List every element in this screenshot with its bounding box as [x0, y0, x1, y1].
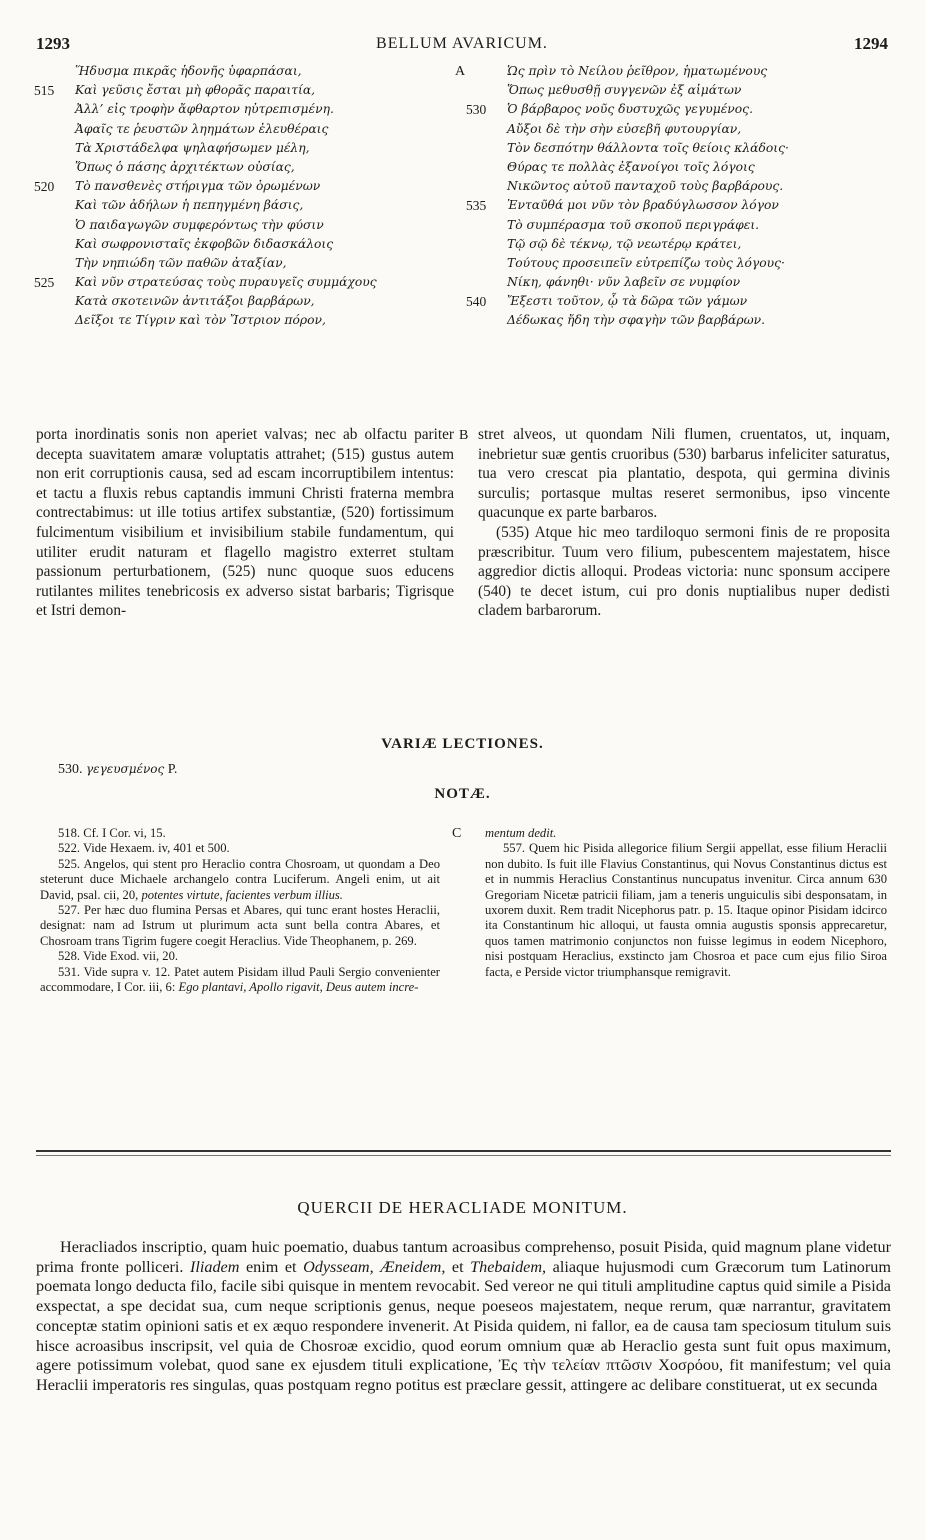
- line-number: 540: [466, 294, 487, 310]
- latin-paragraph: porta inordinatis sonis non aperiet valvas; nec ab olfactu pariter decepta suavitatem amaræ voluptatis attrahet; (515) gustus autem non erit corruptionis causa, sed ad escam incorruptibilem intentus: et tactu a fluxis rebus captandis immuni Christi fraterna membra contrectabimus: ut ille totius artifex substantiæ, (520) fortissimum fulcimentum visibilium et invisibilium stabile fundamentum, qui utiliter erudit naturam et flagello magistro exterret stultam passionum perturbationem, (525) nunc quoque suos educens rutilantes milites tenebricosis ex adverso sistat barbaris; Tigrisque et Istri demon-: [36, 426, 454, 620]
- note-text: 531. Vide supra v. 12. Patet autem Pisidam illud Pauli Sergio convenienter accommodare, I Cor. iii, 6:: [40, 964, 440, 995]
- note: [40, 841, 440, 856]
- greek-verse: Τούτους προσειπεῖν εὐτρεπίζω τοὺς λόγους·: [507, 255, 785, 270]
- greek-text-right: [466, 62, 896, 331]
- greek-text-left: [34, 62, 464, 331]
- notes-right-column: [485, 826, 887, 980]
- greek-verse: Ἀφαῖς τε ῥευστῶν ληημάτων ἐλευθέραις: [75, 121, 329, 136]
- monitum-body: [36, 1238, 891, 1396]
- page-number-right: 1294: [854, 34, 888, 53]
- greek-verse: Ἀλλ’ εἰς τροφὴν ἄφθαρτον ηὐτρεπισμένη.: [75, 102, 334, 117]
- note-text: 522. Vide Hexaem. iv, 401 et 500.: [58, 841, 230, 856]
- variant-word: γεγευσμένος: [86, 762, 165, 776]
- greek-verse: Δέδωκας ἤδη τὴν σφαγὴν τῶν βαρβάρων.: [507, 313, 765, 328]
- greek-verse: Τὸ πανσθενὲς στήριγμα τῶν ὁρωμένων: [75, 179, 321, 194]
- greek-verse: Καὶ σωφρονισταῖς ἐκφοβῶν διδασκάλοις: [75, 236, 334, 251]
- running-title: BELLUM AVARICUM.: [376, 35, 548, 52]
- greek-line: [466, 235, 896, 254]
- note: [40, 965, 440, 996]
- greek-line: [34, 311, 464, 330]
- page-number-left: 1293: [36, 34, 70, 53]
- greek-line: [34, 62, 464, 81]
- greek-line: [466, 139, 896, 158]
- greek-verse: Θύρας τε πολλὰς ἐξανοίγοι τοῖς λόγοις: [507, 159, 755, 174]
- line-number: 530: [466, 102, 487, 118]
- notae-heading: NOTÆ.: [434, 786, 491, 802]
- greek-verse: Κατὰ σκοτεινῶν ἀντιτάξοι βαρβάρων,: [75, 294, 315, 309]
- greek-line: [34, 158, 464, 177]
- variant-reading: [58, 762, 177, 778]
- margin-letter-b: B: [459, 428, 469, 443]
- greek-line: [34, 292, 464, 311]
- greek-line: [466, 158, 896, 177]
- note-text: 518. Cf. I Cor. vi, 15.: [58, 826, 166, 840]
- greek-line: [466, 100, 896, 119]
- greek-line: [34, 235, 464, 254]
- greek-verse: Ὅπως μεθυσθῇ συγγενῶν ἐξ αἱμάτων: [507, 83, 742, 98]
- line-number: 535: [466, 198, 487, 214]
- variant-siglum: P.: [167, 762, 178, 777]
- variant-line-number: 530.: [58, 762, 83, 777]
- greek-line: [466, 196, 896, 215]
- greek-line: [34, 273, 464, 292]
- title-italic: Iliadem: [189, 1257, 240, 1276]
- greek-verse: Τὸν δεσπότην θάλλοντα τοῖς θείοις κλάδοις·: [507, 140, 789, 155]
- greek-verse: Καὶ νῦν στρατεύσας τοὺς πυραυγεῖς συμμάχους: [75, 275, 377, 290]
- latin-translation-right: [478, 425, 890, 621]
- section-divider: [36, 1150, 891, 1152]
- note-text: 527. Per hæc duo flumina Persas et Abares, qui tunc erant hostes Heraclii, designat: nam ad Istrum ut plurimum acta sunt bella contra Abares, et Chosroam trans Tigrim fugere coegit Heraclius. Vide Theophanem, p. 269.: [40, 903, 440, 948]
- latin-paragraph: stret alveos, ut quondam Nili flumen, cruentatos, ut, inquam, inebrietur suæ gentis cruoribus (530) barbarus infeliciter saturatus, tua vero crescat pia plantatio, despota, qui germina divinis surculis; portasque multas reseret sermonibus, ipso vincente quacunque ex parte barbaros.: [478, 426, 890, 522]
- note-italic: mentum dedit.: [485, 826, 557, 840]
- greek-line: [34, 120, 464, 139]
- variae-lectiones-heading: VARIÆ LECTIONES.: [381, 736, 544, 752]
- latin-paragraph: (535) Atque hic meo tardiloquo sermoni finis de re proposita præscribitur. Tuum vero filium, pubescentem majestatem, hisce aggredior dictis alloqui. Prodeas victoria: nunc sponsum accipere (540) te decet istum, cui pro donis nuptialibus nuper dedisti cladem barbarorum.: [478, 523, 890, 620]
- page-header: [36, 34, 888, 56]
- latin-translation-left: [36, 425, 454, 621]
- margin-letter-a: A: [455, 64, 466, 79]
- monitum-heading: QUERCII DE HERACLIADE MONITUM.: [297, 1198, 628, 1217]
- monitum-text: Heracliados inscriptio, quam huic poematio, duabus tantum acroasibus comprehenso, posuit Pisida, quid magnum plane videtur prima fronte polliceri.: [36, 1238, 891, 1276]
- section-divider-thin: [36, 1155, 891, 1156]
- greek-verse: Νικῶντος αὐτοῦ πανταχοῦ τοὺς βαρβάρους.: [507, 179, 784, 194]
- monitum-paragraph: [36, 1238, 891, 1396]
- greek-line: [34, 216, 464, 235]
- note: [40, 949, 440, 964]
- greek-verse: Ἥδυσμα πικρᾶς ἡδονῆς ὑφαρπάσαι,: [75, 64, 302, 78]
- greek-line: [466, 254, 896, 273]
- note-italic: Ego plantavi, Apollo rigavit, Deus autem incre-: [178, 980, 419, 995]
- greek-line: [34, 177, 464, 196]
- greek-line: [466, 62, 896, 81]
- note: 557. Quem hic Pisida allegorice filium Sergii appellat, esse filium Heraclii non dubito. Is fuit ille Flavius Constantinus, qui Novus Constantinus dictus est et in nummis Heraclius Constantinus nuncupatus invenitur. Circa annum 630 Gregoriam Nicetæ patricii filiam, jam a teneris unguiculis sibi desponsatam, in uxorem duxit. Rem tradit Nicephorus patr. p. 15. Itaque opinor Pisidam idcirco ita Constantinum hic alloqui, ut fausta omnia augustis sponsis apprecaretur, quos tamen matrimonio conjunctos non fuisse legimus in eodem Nicephoro, nisi postquam Heraclius, exstincto jam Chosroa et pace cum ejus filio Siroa facta, e Perside victor triumphansque remigravit.: [485, 841, 887, 979]
- greek-verse: Τὸ συμπέρασμα τοῦ σκοποῦ περιγράφει.: [507, 217, 760, 232]
- line-number: 525: [34, 275, 55, 291]
- greek-line: [34, 100, 464, 119]
- greek-verse: Δεῖξοι τε Τίγριν καὶ τὸν Ἴστριον πόρον,: [75, 313, 326, 328]
- note: [40, 903, 440, 949]
- note-text: 528. Vide Exod. vii, 20.: [58, 949, 179, 964]
- greek-line: [466, 292, 896, 311]
- note-text: 525. Angelos, qui stent pro Heraclio contra Chosroam, ut quondam a Deo steterunt duce Michaele archangelo contra Luciferum. Angeli enim, ut ait David, psal. cii, 20,: [40, 856, 440, 902]
- line-number: 515: [34, 83, 55, 99]
- greek-verse: Καὶ γεῦσις ἔσται μὴ φθορᾶς παραιτία,: [75, 83, 316, 98]
- greek-verse: Τῷ σῷ δὲ τέκνῳ, τῷ νεωτέρῳ κράτει,: [507, 236, 742, 251]
- greek-verse: Ἐνταῦθά μοι νῦν τὸν βραδύγλωσσον λόγον: [507, 198, 779, 213]
- title-italic: Thebaidem,: [470, 1257, 547, 1276]
- greek-line: [34, 81, 464, 100]
- greek-line: [466, 177, 896, 196]
- greek-verse: Ἔξεστι τοῦτον, ᾧ τὰ δῶρα τῶν γάμων: [507, 294, 748, 309]
- greek-line: [34, 139, 464, 158]
- line-number: 520: [34, 179, 55, 195]
- monitum-text: enim et: [245, 1257, 297, 1276]
- greek-verse: Νίκη, φάνηθι· νῦν λαβεῖν σε νυμφίον: [507, 275, 741, 290]
- greek-verse: Αὔξοι δὲ τὴν σὴν εὐσεβῆ φυτουργίαν,: [507, 121, 742, 136]
- greek-line: [466, 311, 896, 330]
- note: [40, 826, 440, 841]
- greek-verse: Ὁ βάρβαρος νοῦς δυστυχῶς γεγυμένος.: [507, 102, 753, 117]
- greek-line: [466, 273, 896, 292]
- greek-verse: Ὅπως ὁ πάσης ἀρχιτέκτων οὐσίας,: [75, 159, 295, 174]
- monitum-text: aliaque hujusmodi cum Græcorum tum Latinorum poemata longo deducta filo, facile sibi quisque in mentem revocabit. Sed vereor ne qui tituli amplitudine captus quid simile a Pisida exspectat, a spe decidat sua, cum neque scriptionis genus, neque poeseos majestatem, neque rerum, quæ narrantur, gravitatem conceptæ statim opinioni satis et ex æquo respondere invenerit. At Pisida quidem, ni fallor, ea de causa tam speciosum titulum suis hisce acroasibus inscripsit, vel quia de Chosroæ excidio, quod eorum omnium quæ ab Heraclio gesta sunt fuit opus maximum, agere potissimum volebat, quod sane ex ejusdem tituli explicatione, Ἐς τὴν τελείαν πτῶσιν Χοσρόου, fit manifestum; vel quia Heraclii imperatoris res singulas, quas postquam regno potitus est præclare gessit, attingere ac delibare constituerat, ut ex secunda: [36, 1257, 891, 1394]
- greek-verse: Τὰ Χριστάδελφα ψηλαφήσωμεν μέλη,: [75, 140, 310, 155]
- greek-verse: Ὡς πρὶν τὸ Νείλου ῥεῖθρον, ἡματωμένους: [507, 64, 768, 78]
- greek-line: [466, 81, 896, 100]
- greek-verse: Ὁ παιδαγωγῶν συμφερόντως τὴν φύσιν: [75, 217, 324, 232]
- note-continuation: [485, 826, 887, 841]
- greek-verse: Καὶ τῶν ἀδήλων ἡ πεπηγμένη βάσις,: [75, 198, 304, 213]
- note-italic: potentes virtute, facientes verbum illius.: [141, 887, 343, 902]
- greek-verse: Τὴν νηπιώδη τῶν παθῶν ἀταξίαν,: [75, 255, 287, 270]
- note: [40, 857, 440, 903]
- greek-line: [34, 196, 464, 215]
- greek-line: [466, 120, 896, 139]
- margin-letter-c: C: [452, 826, 462, 841]
- greek-line: [34, 254, 464, 273]
- greek-line: [466, 216, 896, 235]
- title-italic: Odysseam, Æneidem,: [303, 1257, 446, 1276]
- notes-left-column: [40, 826, 440, 995]
- monitum-text: et: [451, 1257, 464, 1276]
